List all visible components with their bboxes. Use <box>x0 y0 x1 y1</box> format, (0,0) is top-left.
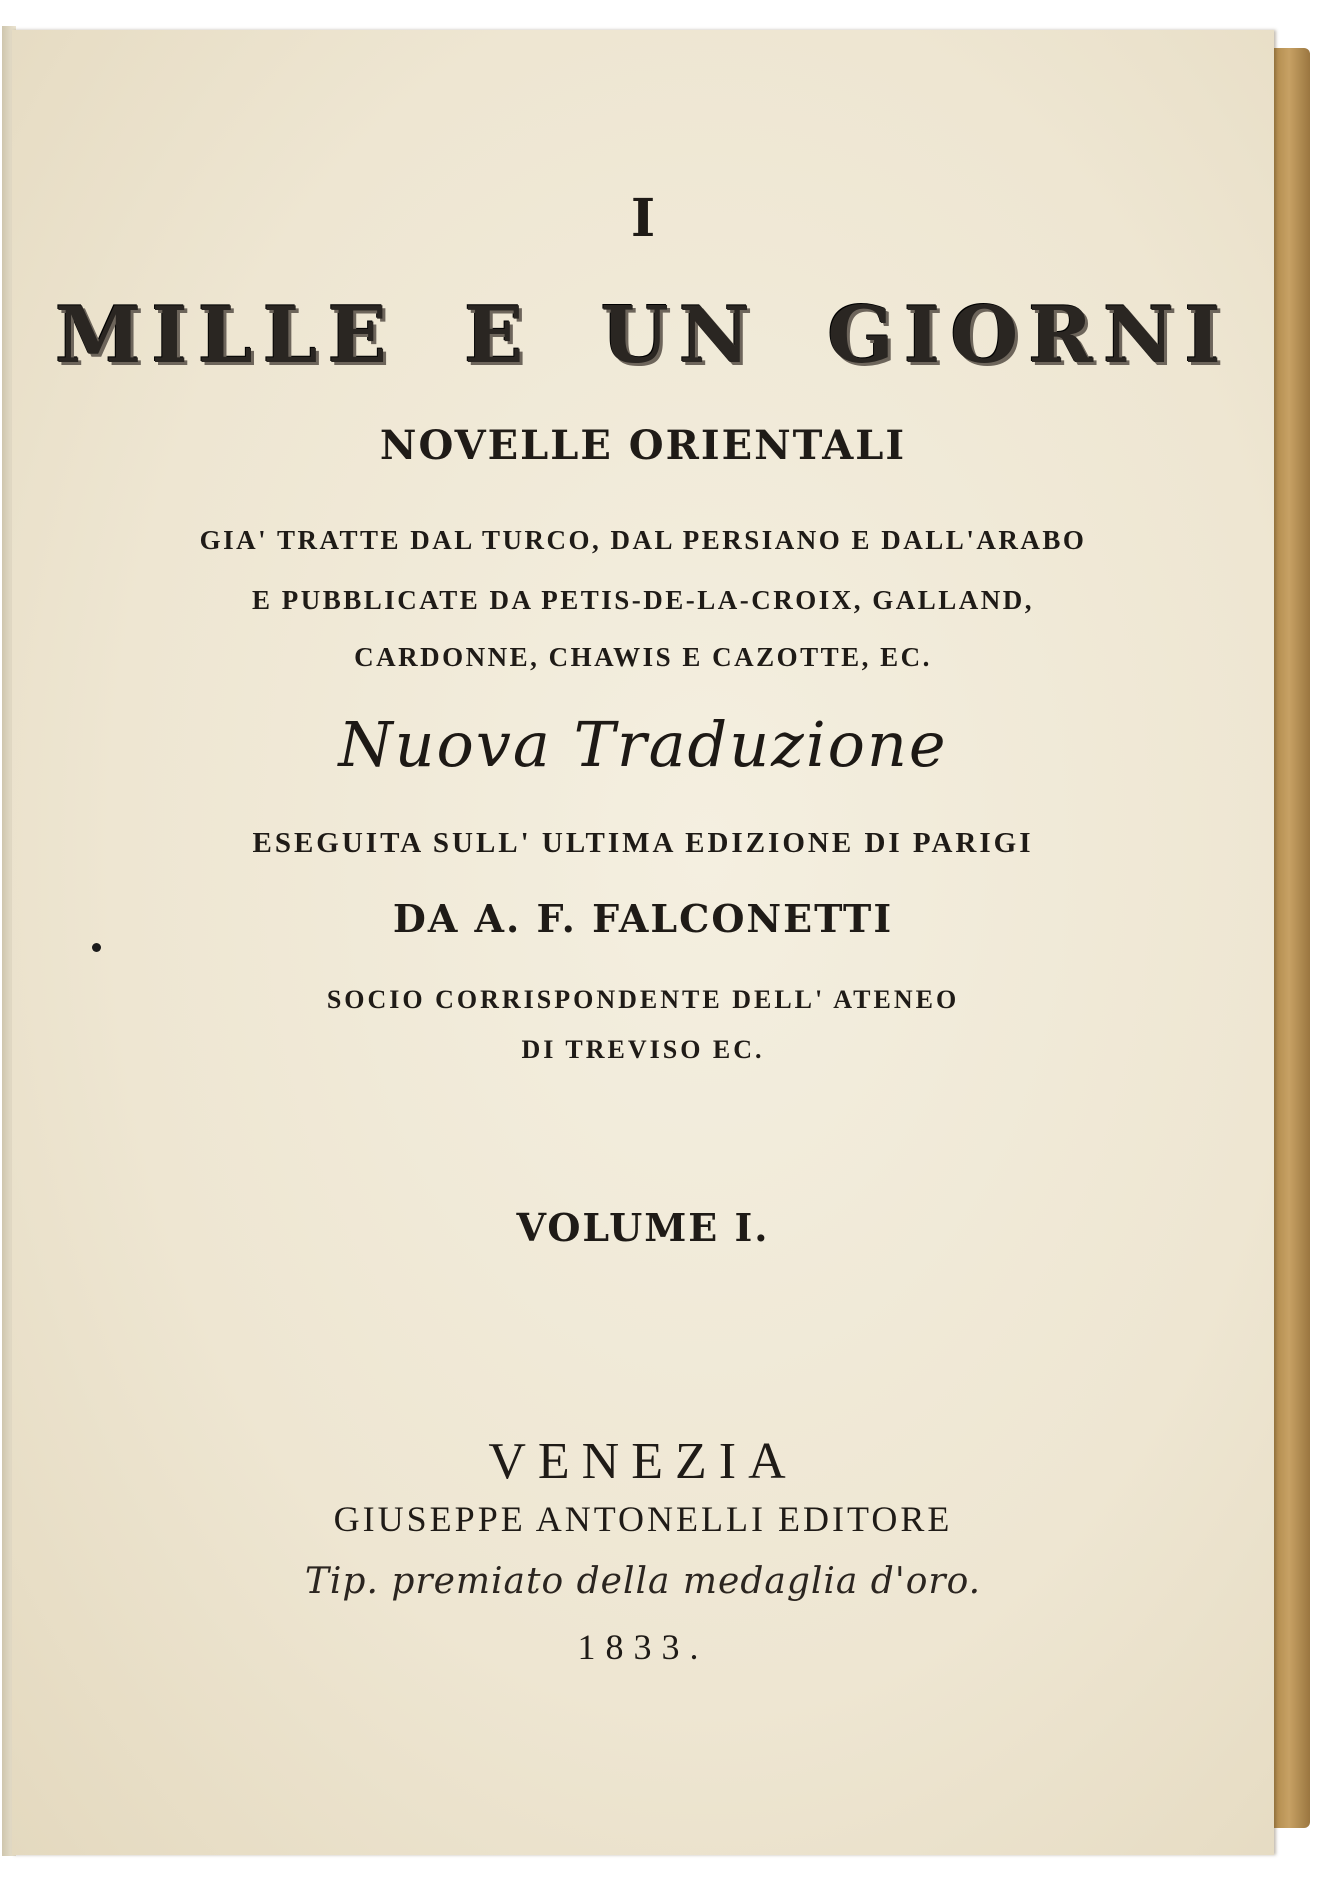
executed-line: ESEGUITA SULL' ULTIMA EDIZIONE DI PARIGI <box>252 827 1034 859</box>
imprint-publisher: GIUSEPPE ANTONELLI EDITORE <box>333 1499 953 1539</box>
affiliation-line-1: SOCIO CORRISPONDENTE DELL' ATENEO <box>326 985 960 1014</box>
title-article: I <box>630 188 656 249</box>
imprint-city: VENEZIA <box>488 1433 798 1490</box>
edition-note: Nuova Traduzione <box>338 708 948 781</box>
subtitle: NOVELLE ORIENTALI <box>379 422 907 469</box>
source-line-2: E PUBBLICATE DA PETIS-DE-LA-CROIX, GALLAND, <box>251 585 1035 615</box>
imprint-year: 1833. <box>577 1627 709 1667</box>
ink-spot <box>92 943 101 952</box>
source-line-1: GIA' TRATTE DAL TURCO, DAL PERSIANO E DALL'ARABO <box>199 525 1087 555</box>
title-page <box>12 30 1274 1855</box>
translator-line: DA A. F. FALCONETTI <box>392 896 894 941</box>
main-title: MILLE E UN GIORNI <box>55 290 1231 381</box>
affiliation-line-2: DI TREVISO EC. <box>521 1035 765 1064</box>
printer-note: Tip. premiato della medaglia d'oro. <box>304 1561 982 1602</box>
source-line-3: CARDONNE, CHAWIS E CAZOTTE, EC. <box>354 642 932 672</box>
volume-label: VOLUME I. <box>516 1205 770 1250</box>
